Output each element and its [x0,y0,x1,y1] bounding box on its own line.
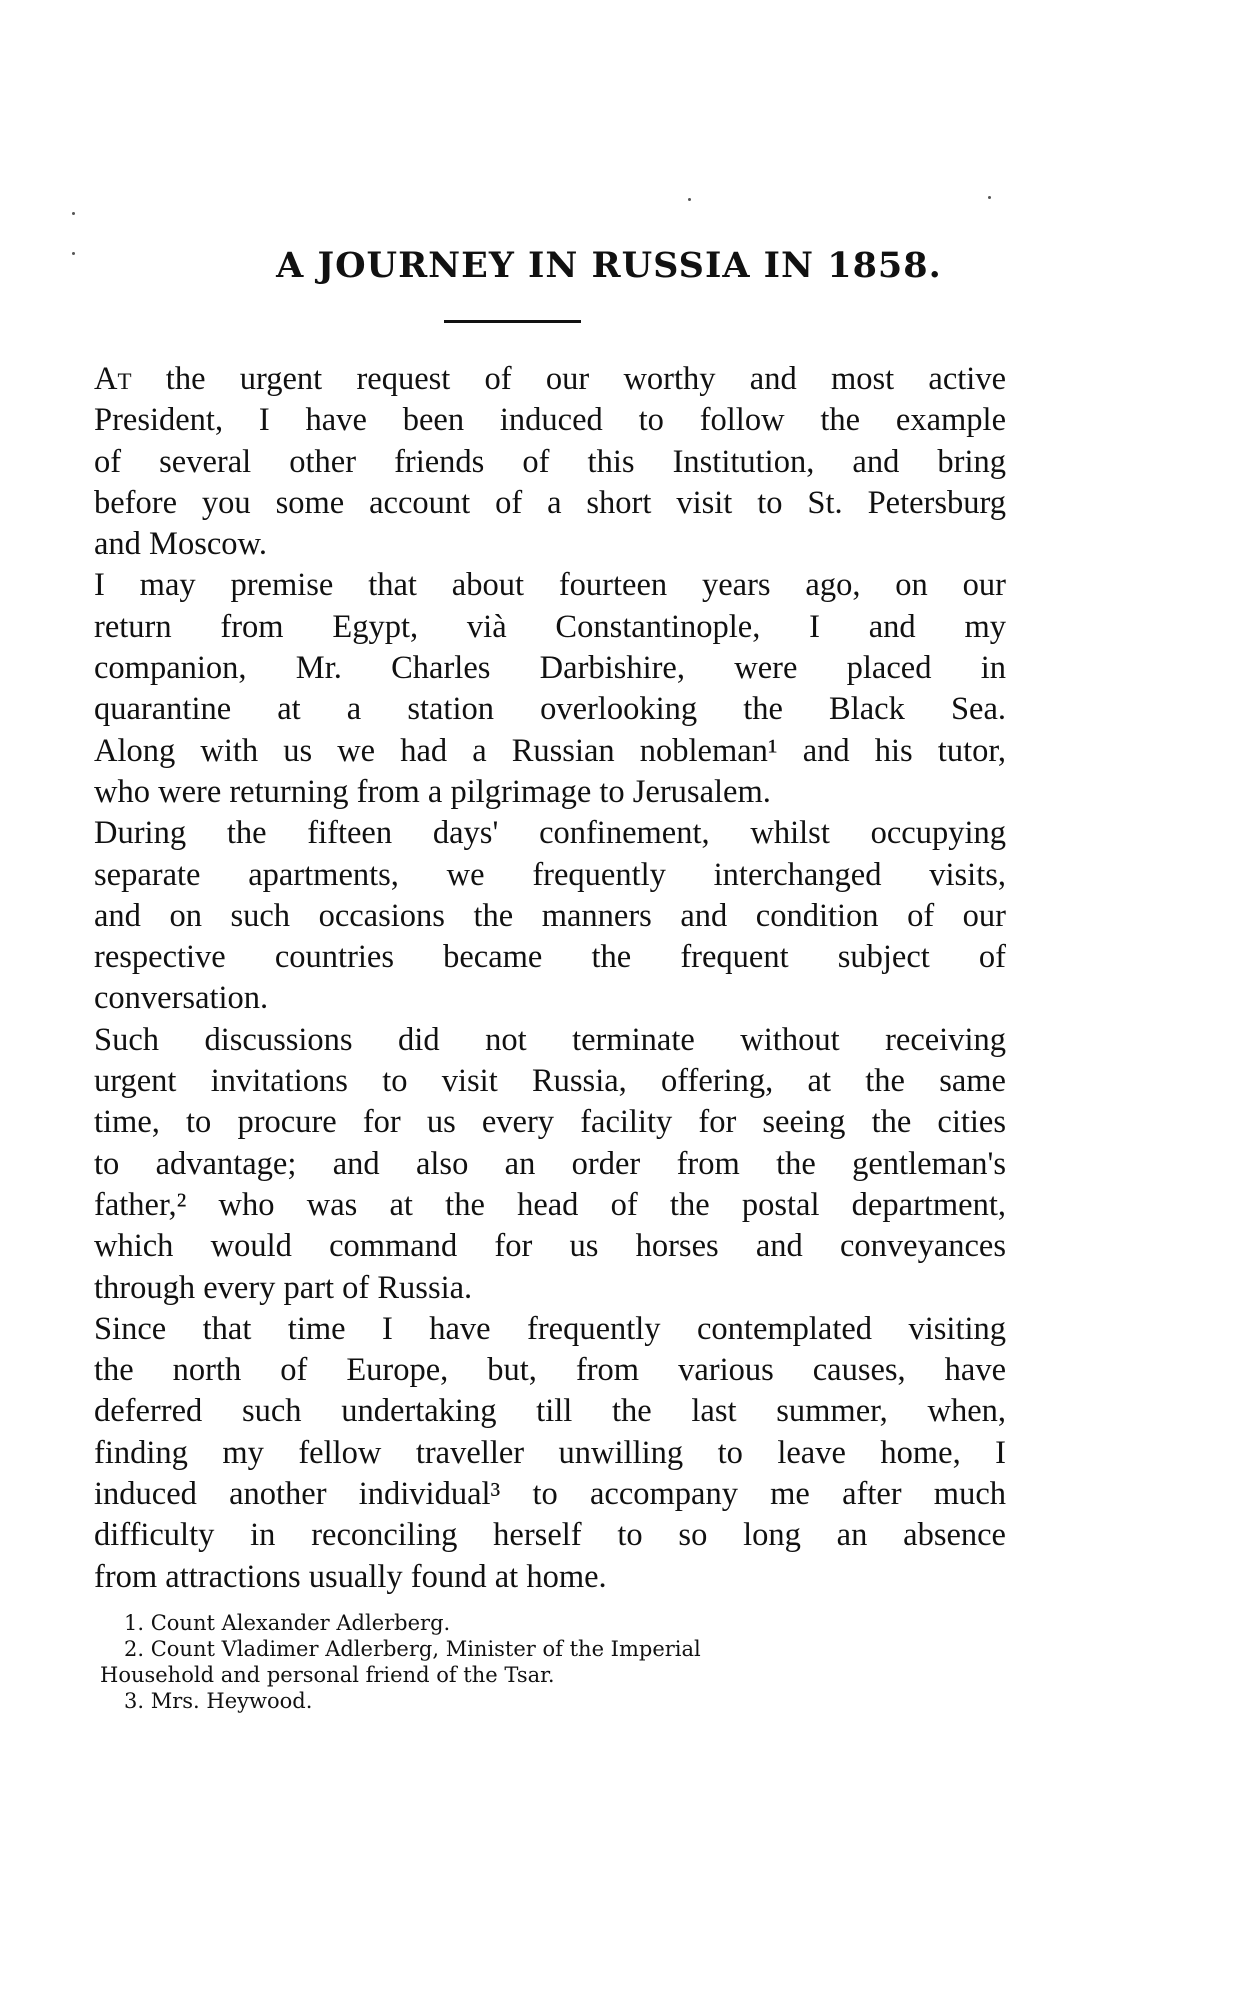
text-line: father,² who was at the head of the postal department, [94,1186,1006,1223]
text-line: who were returning from a pilgrimage to Jerusalem. [94,773,771,810]
footnote: 1. Count Alexander Adlerberg. [124,1611,451,1635]
text-line: At the urgent request of our worthy and most active [94,361,1006,397]
text-line: from attractions usually found at home. [94,1558,607,1595]
text-line: conversation. [94,980,269,1017]
scan-speck [988,196,991,199]
text-line: induced another individual³ to accompany me after much [94,1476,1006,1513]
text-line: urgent invitations to visit Russia, offering, at the same [94,1063,1006,1100]
text-line: Such discussions did not terminate without receiving [94,1021,1006,1058]
text-line: before you some account of a short visit to St. Petersburg [94,484,1006,521]
scan-speck [688,198,691,201]
article-body [94,359,1006,1598]
text-line: time, to procure for us every facility for seeing the cities [94,1104,1006,1141]
text-line: which would command for us horses and conveyances [94,1228,1006,1265]
text-line: deferred such undertaking till the last summer, when, [94,1393,1006,1430]
text-line: return from Egypt, vià Constantinople, I and my [94,608,1006,645]
footnotes [100,1610,924,1714]
title-rule [444,320,581,323]
text-line: President, I have been induced to follow the example [94,402,1006,439]
text-line: quarantine at a station overlooking the Black Sea. [94,691,1006,728]
text-line: through every part of Russia. [94,1269,473,1306]
scan-speck [72,212,75,215]
text-line: I may premise that about fourteen years ago, on our [94,567,1006,604]
text-line: Since that time I have frequently contemplated visiting [94,1310,1006,1347]
text-line: of several other friends of this Institution, and bring [94,443,1006,480]
text-line: and Moscow. [94,526,268,563]
text-line: separate apartments, we frequently interchanged visits, [94,856,1006,893]
footnote: 3. Mrs. Heywood. [124,1689,313,1713]
text-line: companion, Mr. Charles Darbishire, were placed in [94,650,1006,687]
text-line: and on such occasions the manners and condition of our [94,897,1006,934]
scan-speck [72,252,75,255]
text-line: respective countries became the frequent subject of [94,939,1006,976]
text-line: to advantage; and also an order from the gentleman's [94,1145,1006,1182]
text-line: the north of Europe, but, from various causes, have [94,1352,1006,1389]
text-line: During the fifteen days' confinement, whilst occupying [94,815,1006,852]
text-line: finding my fellow traveller unwilling to leave home, I [94,1434,1006,1471]
page-title: A JOURNEY IN RUSSIA IN 1858. [276,245,942,286]
text-line: difficulty in reconciling herself to so long an absence [94,1517,1006,1554]
text-line: Along with us we had a Russian nobleman¹ and his tutor, [94,732,1006,769]
footnote: Household and personal friend of the Tsar. [100,1663,555,1687]
footnote: 2. Count Vladimer Adlerberg, Minister of the Imperial [124,1637,701,1661]
